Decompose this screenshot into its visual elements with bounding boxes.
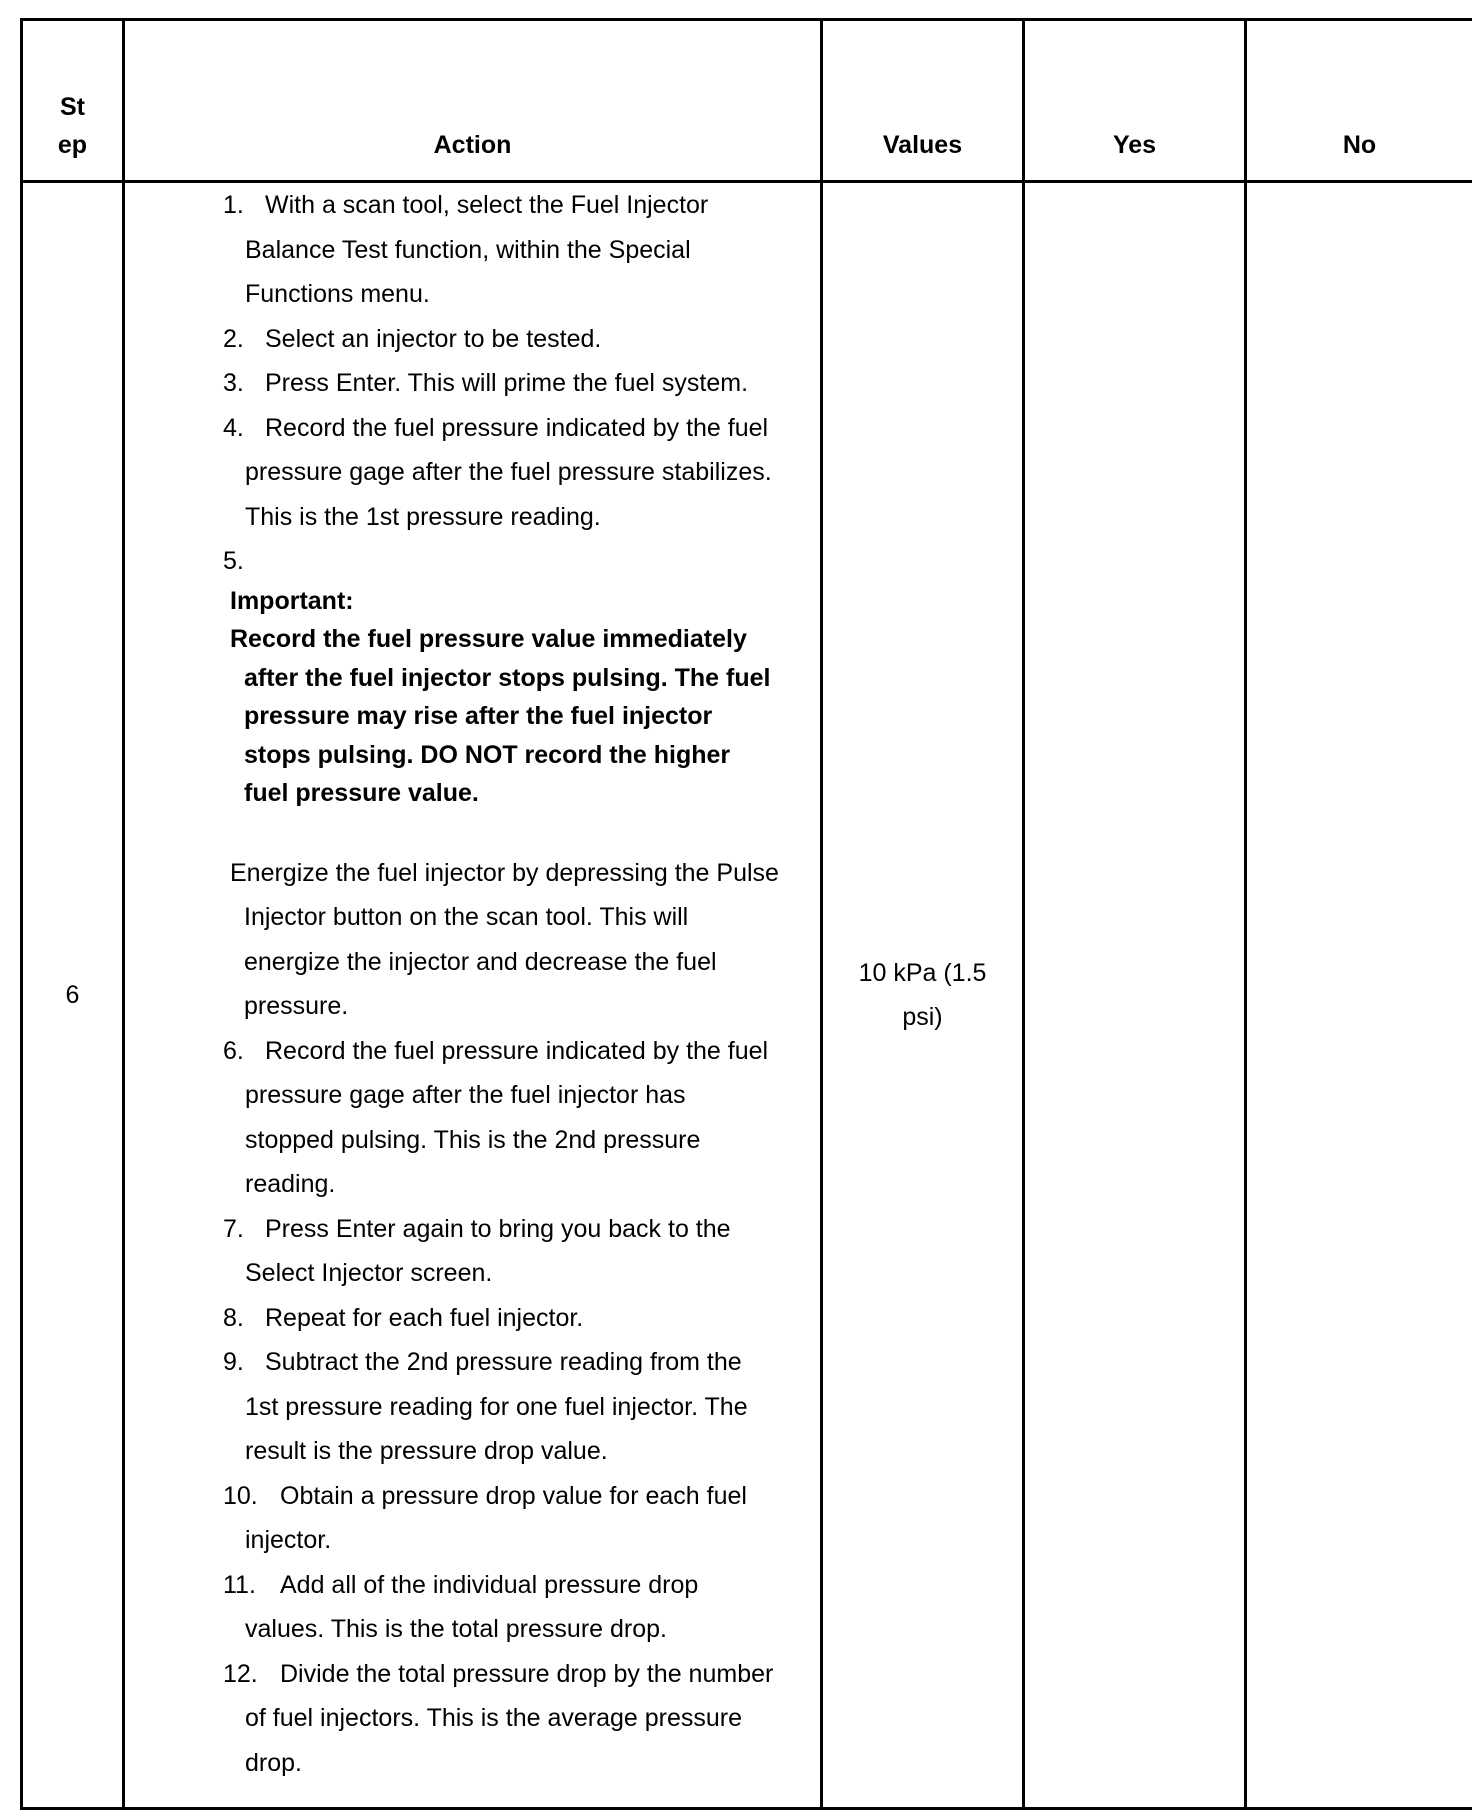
- list-item: [125, 406, 820, 540]
- list-item: [125, 1340, 820, 1474]
- list-item-text: Add all of the individual pressure drop values. This is the total pressure drop.: [245, 1571, 698, 1644]
- header-step: [22, 20, 124, 182]
- step-cell: 6: [22, 182, 124, 1809]
- value-line-1: 10 kPa (1.5: [859, 959, 987, 987]
- important-text: Record the fuel pressure value immediately after the fuel injector stops pulsing. The fuel pressure may rise after the fuel injector stops pulsing. DO NOT record the higher fuel pressure value.: [230, 620, 780, 813]
- value-line-2: psi): [902, 1003, 942, 1031]
- list-item-text: Press Enter. This will prime the fuel system.: [265, 369, 748, 397]
- header-row: [22, 20, 1472, 182]
- no-cell: [1246, 182, 1472, 1809]
- list-item-number: 11.: [223, 1563, 280, 1608]
- values-cell: [822, 182, 1024, 1809]
- list-item: [125, 317, 820, 362]
- list-item: [125, 539, 820, 584]
- header-step-line2: ep: [58, 131, 87, 159]
- list-item-number: 7.: [223, 1207, 265, 1252]
- list-item-text: Record the fuel pressure indicated by the fuel pressure gage after the fuel injector has stopped pulsing. This is the 2nd pressure reading.: [245, 1037, 768, 1199]
- list-item-number: 3.: [223, 361, 265, 406]
- list-item: [125, 1474, 820, 1563]
- action-cell: [124, 182, 822, 1809]
- list-item: [125, 1207, 820, 1296]
- list-item-number: 9.: [223, 1340, 265, 1385]
- energize-instruction: Energize the fuel injector by depressing the Pulse Injector button on the scan tool. This will energize the injector and decrease the fuel pressure.: [125, 851, 820, 1029]
- list-item-number: 12.: [223, 1652, 280, 1697]
- list-item-text: Divide the total pressure drop by the number of fuel injectors. This is the average pressure drop.: [245, 1660, 773, 1777]
- list-item-text: Press Enter again to bring you back to the Select Injector screen.: [245, 1215, 731, 1288]
- list-item-text: With a scan tool, select the Fuel Injector Balance Test function, within the Special Functions menu.: [245, 191, 708, 308]
- diagnostic-table: [20, 18, 1472, 1810]
- list-item-number: 5.: [223, 539, 265, 584]
- action-list-after: [125, 1029, 820, 1786]
- list-item-number: 1.: [223, 183, 265, 228]
- list-item: [125, 183, 820, 317]
- important-note: [125, 582, 820, 813]
- list-item-number: 4.: [223, 406, 265, 451]
- header-values: Values: [822, 20, 1024, 182]
- list-item-number: 10.: [223, 1474, 280, 1519]
- list-item-text: Record the fuel pressure indicated by the fuel pressure gage after the fuel pressure stabilizes. This is the 1st pressure reading.: [245, 414, 772, 531]
- list-item-number: 2.: [223, 317, 265, 362]
- table-row: [22, 182, 1472, 1809]
- list-item: [125, 1652, 820, 1786]
- list-item-text: Subtract the 2nd pressure reading from the 1st pressure reading for one fuel injector. The result is the pressure drop value.: [245, 1348, 748, 1465]
- header-no: No: [1246, 20, 1472, 182]
- list-item: [125, 1029, 820, 1207]
- list-item-text: Select an injector to be tested.: [265, 325, 601, 353]
- list-item-text: Obtain a pressure drop value for each fuel injector.: [245, 1482, 747, 1555]
- list-item: [125, 1296, 820, 1341]
- list-item-number: 8.: [223, 1296, 265, 1341]
- list-item: [125, 1563, 820, 1652]
- action-list-before: [125, 183, 820, 584]
- list-item: [125, 361, 820, 406]
- important-title: Important:: [230, 582, 780, 621]
- header-action: Action: [124, 20, 822, 182]
- list-item-text: Repeat for each fuel injector.: [265, 1304, 583, 1332]
- yes-cell: [1024, 182, 1246, 1809]
- list-item-number: 6.: [223, 1029, 265, 1074]
- header-yes: Yes: [1024, 20, 1246, 182]
- header-step-line1: St: [60, 93, 85, 121]
